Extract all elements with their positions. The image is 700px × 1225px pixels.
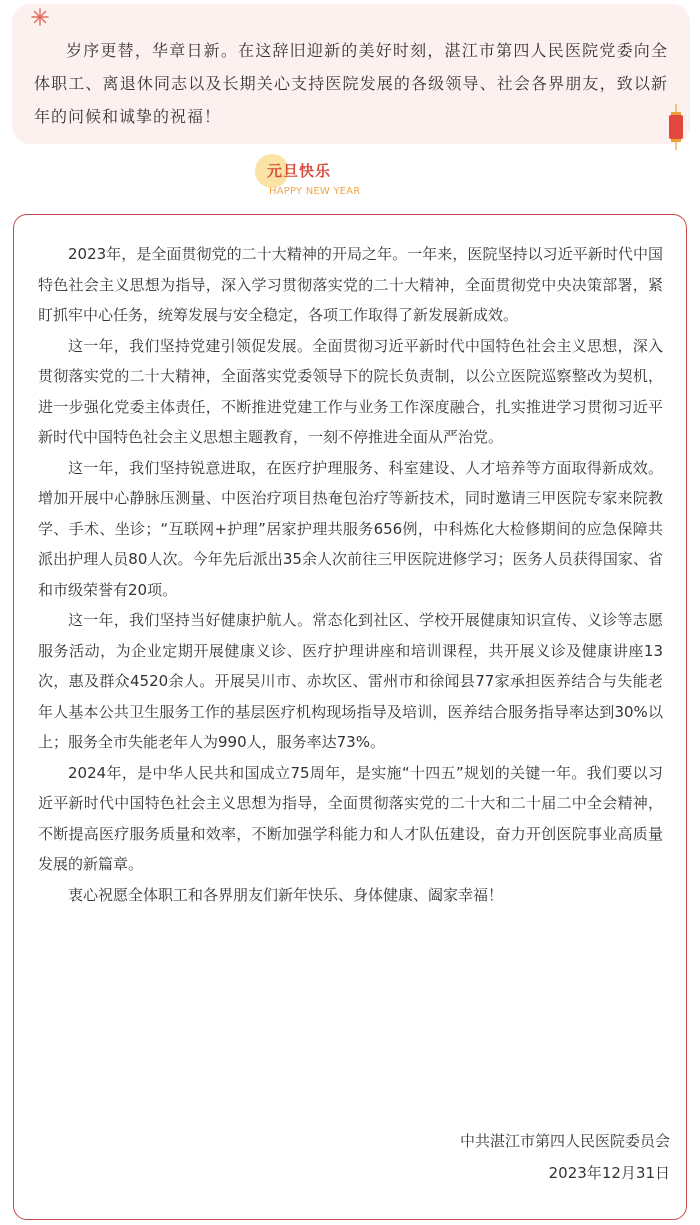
signature-org: 中共湛江市第四人民医院委员会 [459,1132,670,1150]
letter-paragraph-3: 这一年，我们坚持锐意进取，在医疗护理服务、科室建设、人才培养等方面取得新成效。增加开展中心静脉压测量、中医治疗项目热奄包治疗等新技术，同时邀请三甲医院专家来院教学、手术、坐诊；“互联网+护理”居家护理共服务656例，中科炼化大检修期间的应急保障共派出护理人员80人次。今年先后派出35余人次前往三甲医院进修学习；医务人员获得国家、省和市级荣誉有20项。 [38,458,663,599]
lantern-icon [668,104,684,150]
letter-paragraph-4: 这一年，我们坚持当好健康护航人。常态化到社区、学校开展健康知识宣传、义诊等志愿服务活动，为企业定期开展健康义诊、医疗护理讲座和培训课程，共开展义诊及健康讲座13次，惠及群众4520余人。开展吴川市、赤坎区、雷州市和徐闻县77家承担医养结合与失能老年人基本公共卫生服务工作的基层医疗机构现场指导及培训，医养结合服务指导率达到30%以上；服务全市失能老年人为990人，服务率达73%。 [38,611,663,751]
letter-paragraph-2: 这一年，我们坚持党建引领促发展。全面贯彻习近平新时代中国特色社会主义思想，深入贯彻落实党的二十大精神，全面落实党委领导下的院长负责制，以公立医院巡察整改为契机，进一步强化党委主体责任，不断推进党建工作与业务工作深度融合，扎实推进学习贯彻习近平新时代中国特色社会主义思想主题教育，一刻不停推进全面从严治党。 [38,336,663,446]
badge-subtitle: HAPPY NEW YEAR [269,186,361,197]
intro-card [12,4,690,144]
signature-block [460,1125,670,1189]
badge-title: 元旦快乐 [267,162,332,180]
signature-date: 2023年12月31日 [548,1164,670,1182]
sparkle-icon [30,7,50,27]
new-year-badge [255,148,395,204]
letter-paragraph-5: 2024年，是中华人民共和国成立75周年，是实施“十四五”规划的关键一年。我们要以习近平新时代中国特色社会主义思想为指导，全面贯彻落实党的二十大和二十届二中全会精神，不断提高医疗服务质量和效率，不断加强学科能力和人才队伍建设，奋力开创医院事业高质量发展的新篇章。 [38,763,663,873]
letter-paragraph-1: 2023年，是全面贯彻党的二十大精神的开局之年。一年来，医院坚持以习近平新时代中国特色社会主义思想为指导，深入学习贯彻落实党的二十大精神，全面贯彻党中央决策部署，紧盯抓牢中心任务，统筹发展与安全稳定，各项工作取得了新发展新成效。 [38,245,663,324]
letter-panel [13,214,687,1220]
intro-text: 岁序更替，华章日新。在这辞旧迎新的美好时刻，湛江市第四人民医院党委向全体职工、离退休同志以及长期关心支持医院发展的各级领导、社会各界朋友，致以新年的问候和诚挚的祝福！ [34,41,668,126]
letter-paragraph-6: 衷心祝愿全体职工和各界朋友们新年快乐、身体健康、阖家幸福！ [68,885,504,904]
